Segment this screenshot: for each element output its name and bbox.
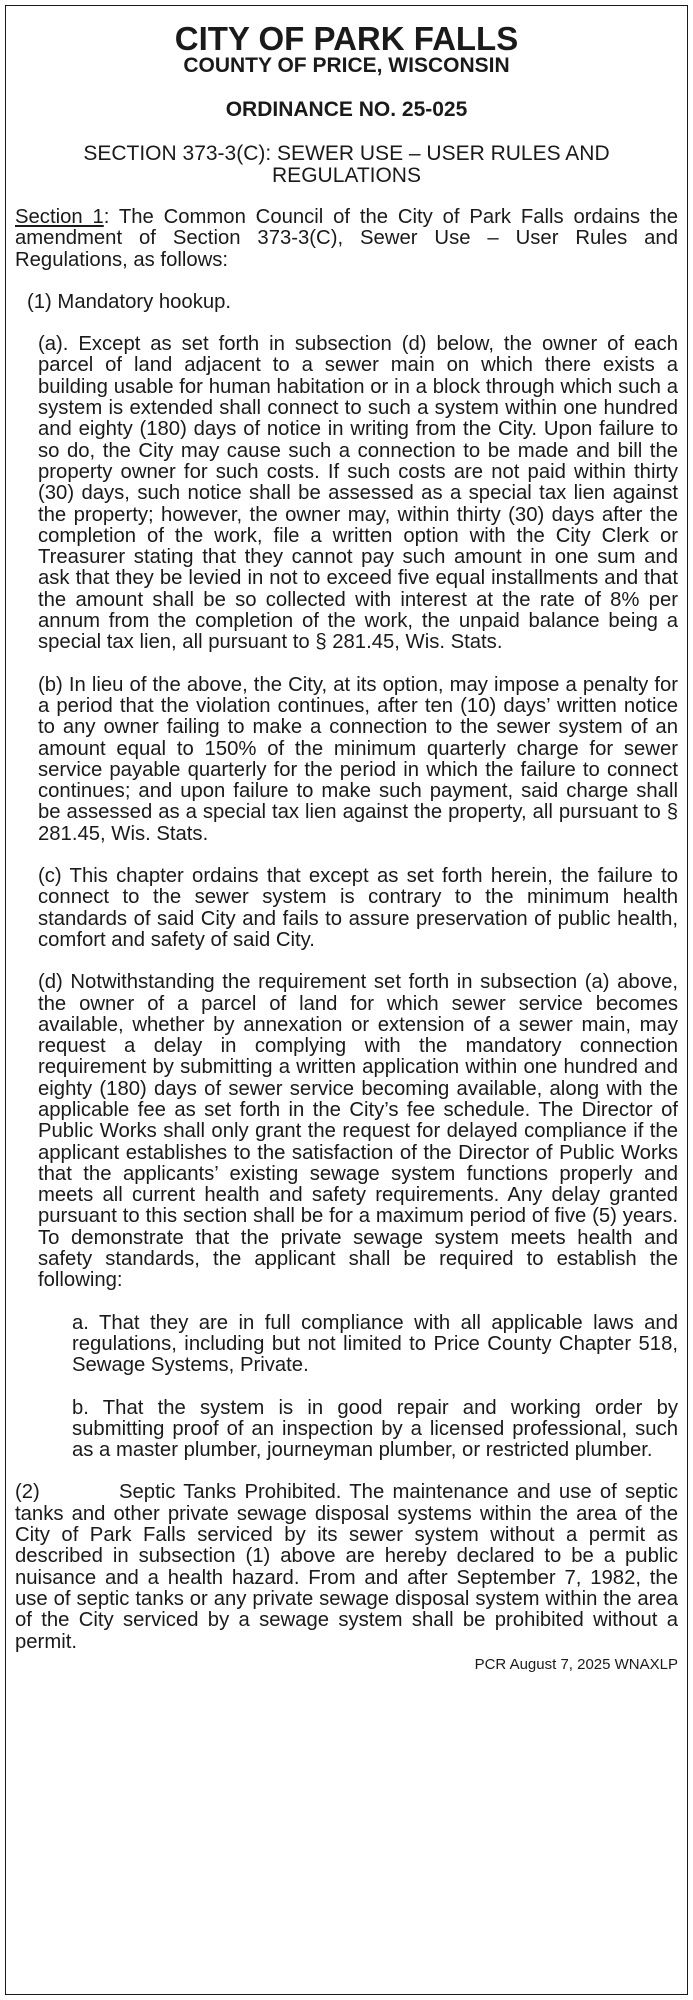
ordinance-number: ORDINANCE NO. 25-025 — [225, 98, 468, 121]
section-1-label: Section 1 — [15, 206, 104, 228]
subsection-c: (c) This chapter ordains that except as set forth herein, the failure to connect to the sewer system is contrary to the minimum health standards of said City and fails to assure preservation of public health, comfort and safety of said City. — [38, 865, 678, 951]
item-2-number: (2) — [15, 1481, 40, 1504]
subsection-d-b: b. That the system is in good repair and working order by submitting proof of an inspection by a licensed professional, such as a master plumber, journeyman plumber, or restricted plumber. — [72, 1396, 678, 1462]
subsection-b: (b) In lieu of the above, the City, at its option, may impose a penalty for a period that the violation continues, after ten (10) days’ written notice to any owner failing to make a connection to the sewer system of an amount equal to 150% of the minimum quarterly charge for sewer service payable quarterly for the period in which the failure to connect continues; and upon failure to make such payment, said charge shall be assessed as a special tax lien against the property, all pursuant to § 281.45, Wis. Stats. — [38, 673, 678, 845]
subsection-d: (d) Notwithstanding the requirement set forth in subsection (a) above, the owner of a parcel of land for which sewer service becomes available, whether by annexation or extension of a sewer main, may request a delay in complying with the mandatory connection requirement by submitting a written application within one hundred and eighty (180) days of sewer service becoming available, along with the applicable fee as set forth in the City’s fee schedule. The Director of Public Works shall only grant the request for delayed compliance if the applicant establishes to the satisfaction of the Director of Public Works that the applicants’ existing sewage system functions properly and meets all current health and safety requirements. Any delay granted pursuant to this section shall be for a maximum period of five (5) years. To demonstrate that the private sewage system meets health and safety standards, the applicant shall be required to establish the following: — [38, 971, 678, 1292]
section-1-paragraph — [15, 207, 678, 271]
county-subtitle: COUNTY OF PRICE, WISCONSIN — [183, 54, 510, 77]
subsection-d-a: a. That they are in full compliance with all applicable laws and regulations, including but not limited to Price County Chapter 518, Sewage Systems, Private. — [72, 1311, 678, 1377]
section-1-text: : The Common Council of the City of Park Falls ordains the amendment of Section 373-3(C), Sewer Use – User Rules and Regulations, as follows: — [15, 206, 679, 271]
publication-footer: PCR August 7, 2025 WNAXLP — [474, 1655, 678, 1673]
item-2-paragraph — [15, 1482, 678, 1652]
subsection-a: (a). Except as set forth in subsection (d) below, the owner of each parcel of land adjacent to a sewer main on which there exists a building usable for human habitation or in a block through which such a system is extended shall connect to such a system within one hundred and eighty (180) days of notice in writing from the City. Upon failure to so do, the City may cause such a connection to be made and bill the property owner for such costs. If such costs are not paid within thirty (30) days, such notice shall be assessed as a special tax lien against the property; however, the owner may, within thirty (30) days after the completion of the work, file a written option with the City Clerk or Treasurer stating that they cannot pay such amount in one sum and ask that they be levied in not to exceed five equal installments and that the amount shall be so collected with interest at the rate of 8% per annum from the completion of the work, the unpaid balance being a special tax lien, all pursuant to § 281.45, Wis. Stats. — [38, 333, 678, 654]
item-1-heading: (1) Mandatory hookup. — [27, 290, 232, 313]
legal-notice — [5, 5, 688, 1995]
city-title: CITY OF PARK FALLS — [174, 20, 519, 57]
section-title: SECTION 373-3(C): SEWER USE – USER RULES AND REGULATIONS — [83, 142, 610, 187]
item-2-text: Septic Tanks Prohibited. The maintenance and use of septic tanks and other private sewage disposal systems within the area of the City of Park Falls serviced by its sewer system without a permit as described in subsection (1) above are hereby declared to be a public nuisance and a health hazard. From and after September 7, 1982, the use of septic tanks or any private sewage disposal system within the area of the City serviced by a sewage system shall be prohibited without a permit. — [15, 1481, 678, 1653]
